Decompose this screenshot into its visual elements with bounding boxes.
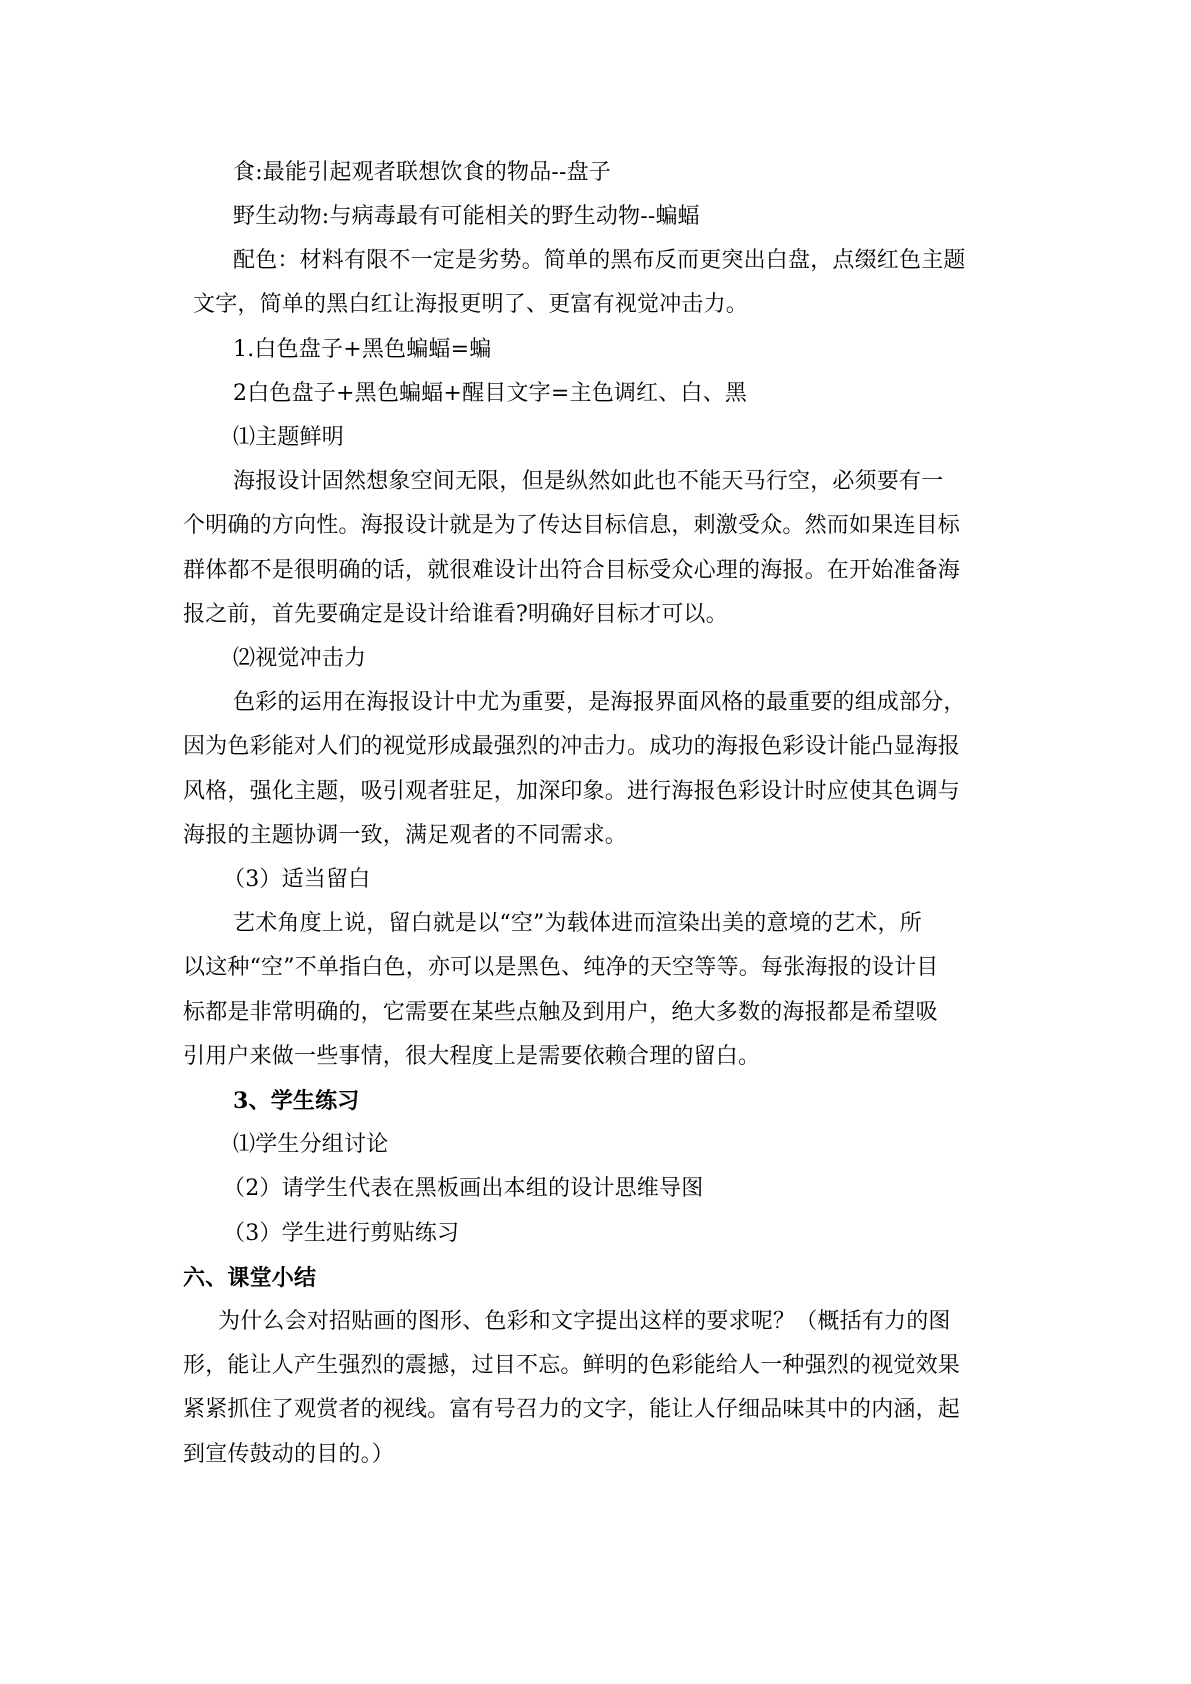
- text-line: 形，能让人产生强烈的震撼，过目不忘。鲜明的色彩能给人一种强烈的视觉效果: [183, 1353, 961, 1378]
- text-line: 以这种“空”不单指白色，亦可以是黑色、纯净的天空等等。每张海报的设计目: [183, 955, 939, 980]
- text-line: 1.白色盘子+黑色蝙蝠=蝙: [233, 337, 492, 362]
- text-line: ⑵视觉冲击力: [233, 646, 367, 671]
- text-line: 个明确的方向性。海报设计就是为了传达目标信息，刺激受众。然而如果连目标: [183, 513, 961, 538]
- text-line: 海报的主题协调一致，满足观者的不同需求。: [183, 823, 628, 848]
- text-line: 2白色盘子+黑色蝙蝠+醒目文字=主色调红、白、黑: [233, 381, 748, 406]
- text-line: 引用户来做一些事情，很大程度上是需要依赖合理的留白。: [183, 1044, 761, 1069]
- text-line: 因为色彩能对人们的视觉形成最强烈的冲击力。成功的海报色彩设计能凸显海报: [183, 734, 961, 759]
- text-line: （3）学生进行剪贴练习: [223, 1221, 460, 1246]
- text-line: ⑴主题鲜明: [233, 425, 345, 450]
- text-line: 紧紧抓住了观赏者的视线。富有号召力的文字，能让人仔细品味其中的内涵，起: [183, 1397, 961, 1422]
- text-line: 文字，简单的黑白红让海报更明了、更富有视觉冲击力。: [193, 292, 749, 317]
- text-line: 为什么会对招贴画的图形、色彩和文字提出这样的要求呢？（概括有力的图: [218, 1309, 951, 1334]
- text-line: ⑴学生分组讨论: [233, 1132, 389, 1157]
- text-line: 色彩的运用在海报设计中尤为重要，是海报界面风格的最重要的组成部分，: [233, 690, 966, 715]
- text-line: 艺术角度上说，留白就是以“空”为载体进而渲染出美的意境的艺术，所: [233, 911, 922, 936]
- text-line: 群体都不是很明确的话，就很难设计出符合目标受众心理的海报。在开始准备海: [183, 558, 961, 583]
- text-line: 配色：材料有限不一定是劣势。简单的黑布反而更突出白盘，点缀红色主题: [233, 248, 966, 273]
- text-line: （2）请学生代表在黑板画出本组的设计思维导图: [223, 1176, 704, 1201]
- text-line: 食:最能引起观者联想饮食的物品--盘子: [233, 160, 612, 185]
- text-line: 报之前，首先要确定是设计给谁看?明确好目标才可以。: [183, 602, 728, 627]
- text-line: （3）适当留白: [223, 867, 371, 892]
- text-line: 风格，强化主题，吸引观者驻足，加深印象。进行海报色彩设计时应使其色调与: [183, 779, 961, 804]
- text-line: 标都是非常明确的，它需要在某些点触及到用户，绝大多数的海报都是希望吸: [183, 1000, 938, 1025]
- text-line: 海报设计固然想象空间无限，但是纵然如此也不能天马行空，必须要有一: [233, 469, 944, 494]
- text-line: 到宣传鼓动的目的。）: [183, 1442, 395, 1467]
- section-heading: 六、课堂小结: [183, 1265, 317, 1291]
- section-heading: 3、学生练习: [233, 1088, 360, 1114]
- text-line: 野生动物:与病毒最有可能相关的野生动物--蝙蝠: [233, 204, 700, 229]
